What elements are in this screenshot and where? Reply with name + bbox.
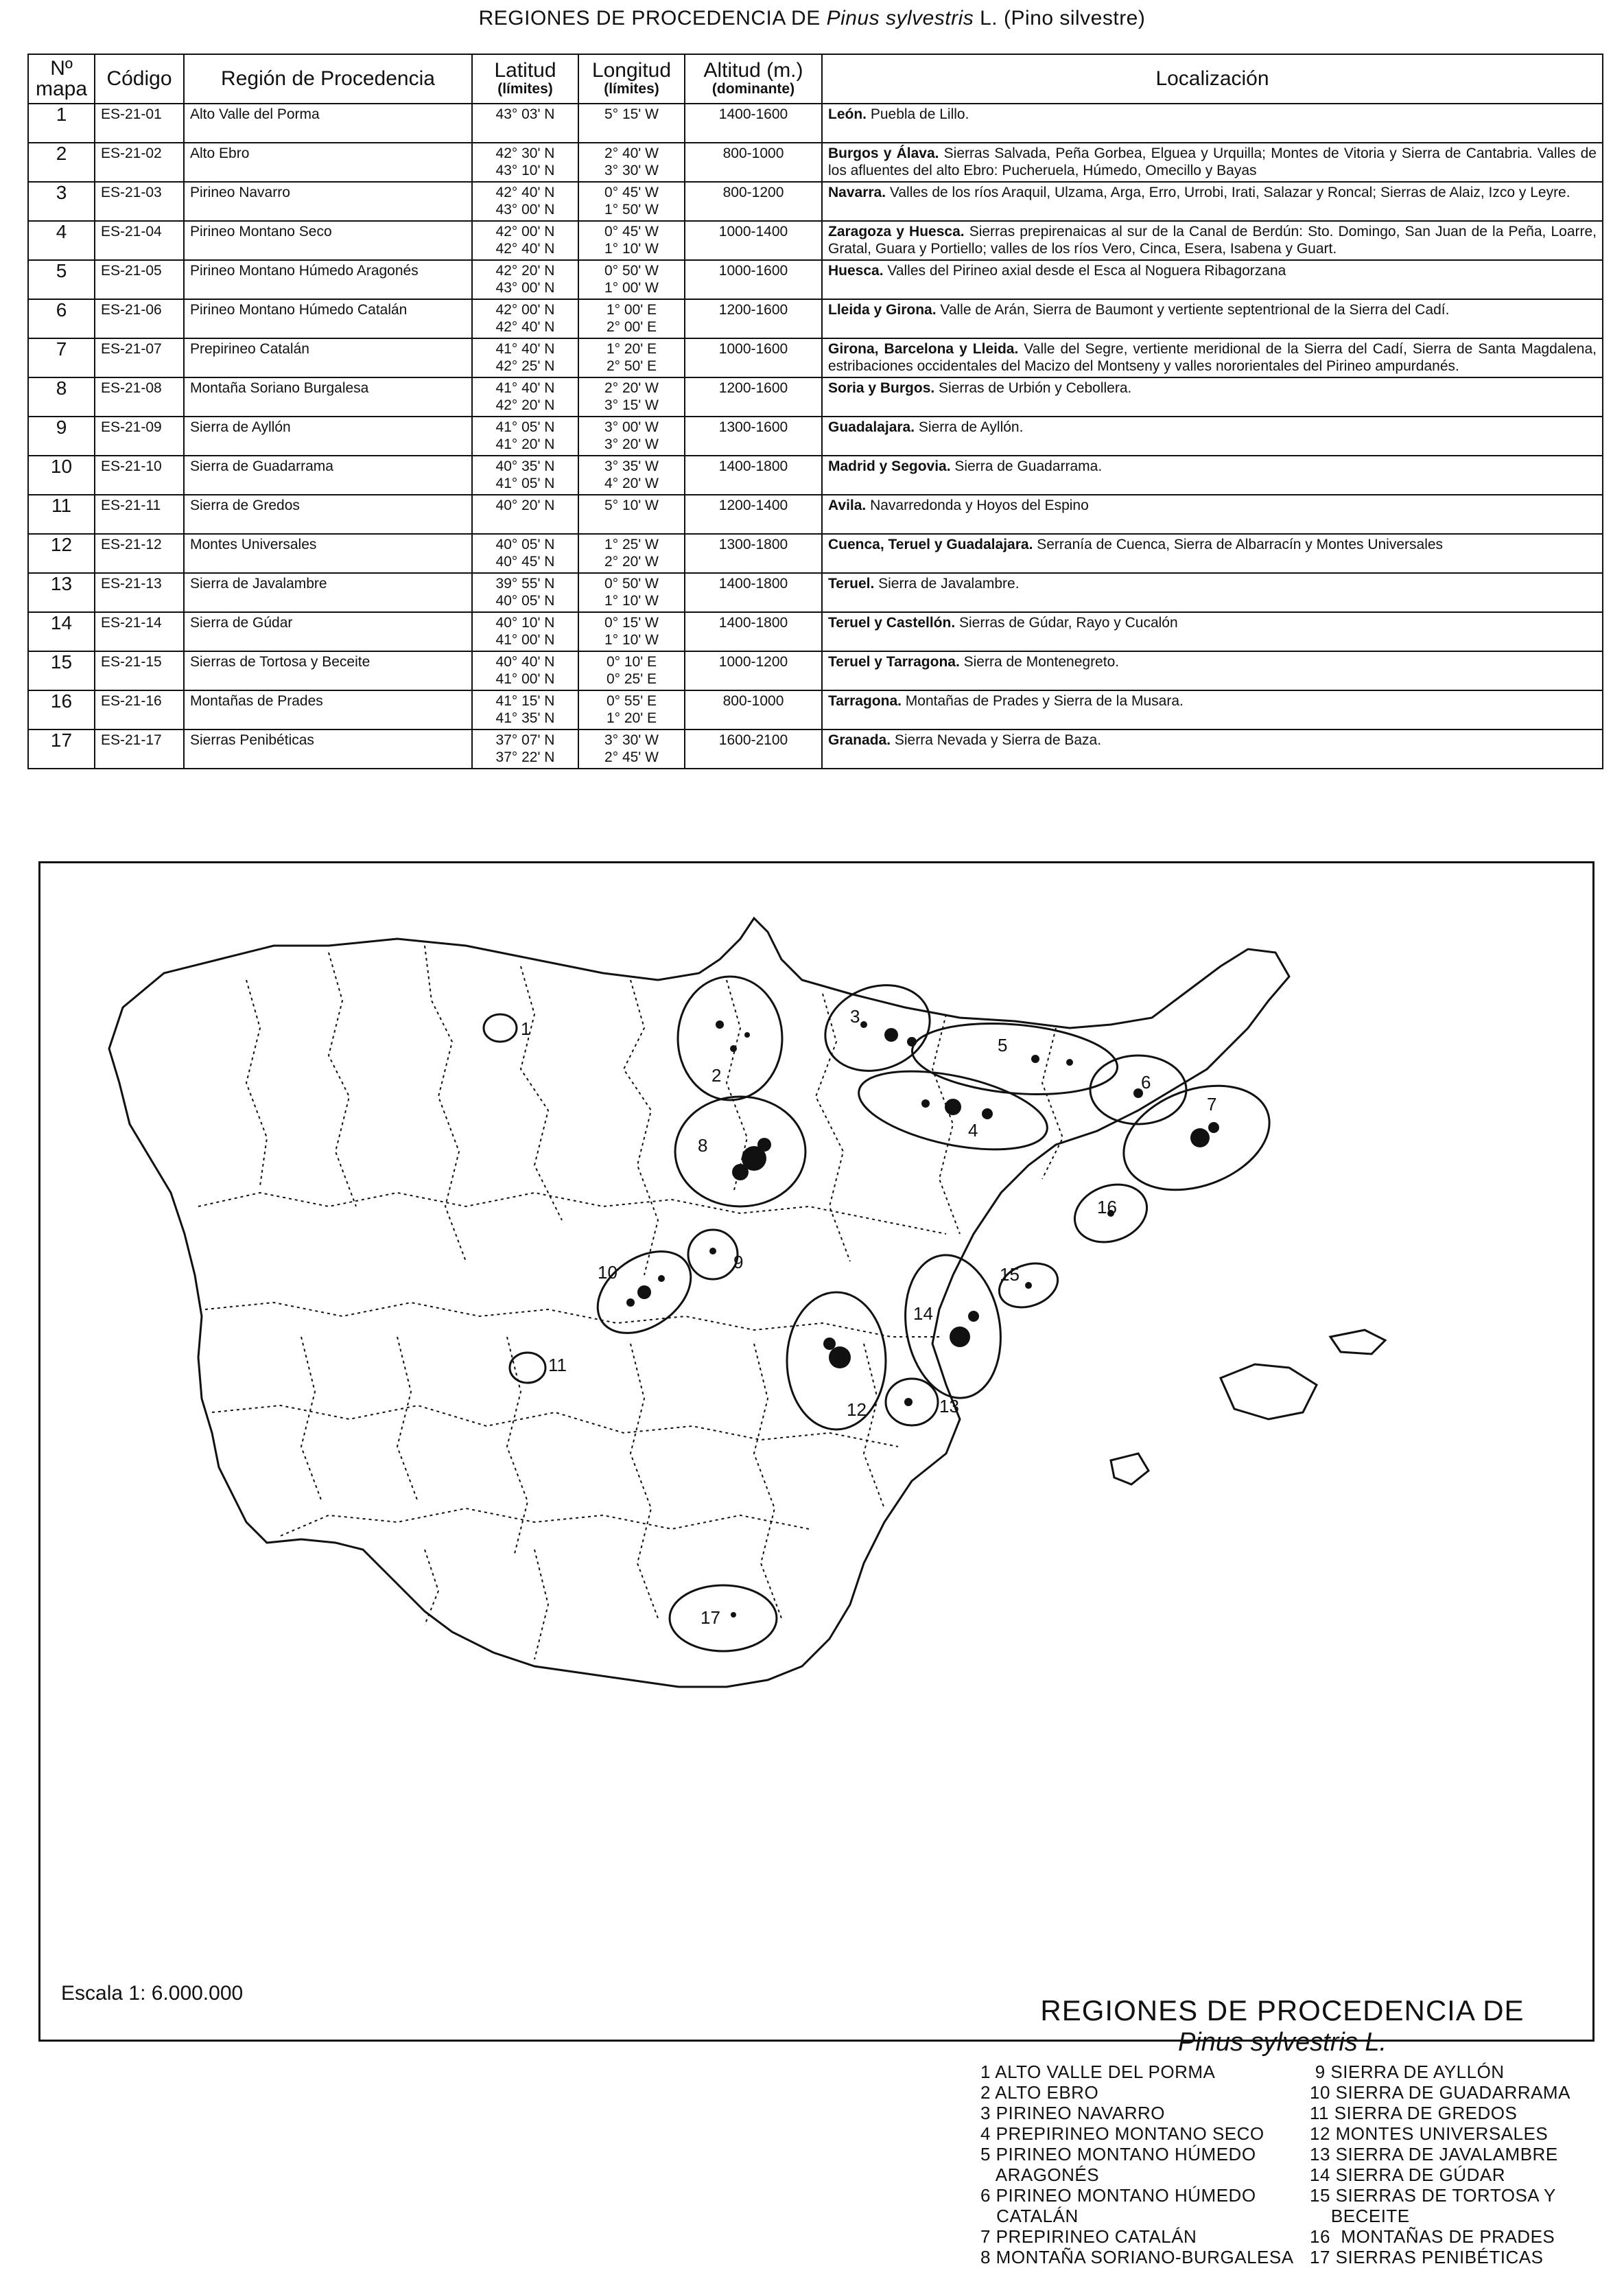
peninsula-outline: [109, 918, 1289, 1687]
table-row: [28, 143, 1603, 182]
document-title: [0, 7, 1624, 30]
altitude-cell: 1300-1800: [685, 534, 822, 573]
longitude-cell: 0° 50' W 1° 00' W: [578, 260, 685, 299]
location-cell: [822, 338, 1603, 377]
location-detail: Sierras prepirenaicas al sur de la Canal de Berdún: Sto. Domingo, San Juan de la Peña, Loarre, Gratal, Guara y Portiello; valles de los ríos Vero, Cinca, Esera, Isabena y Guart.: [828, 224, 1597, 257]
legend-item: 15 SIERRAS DE TORTOSA Y: [1310, 2185, 1556, 2206]
location-detail: Sierra de Ayllón.: [915, 419, 1024, 435]
location-detail: Sierras de Gúdar, Rayo y Cucalón: [955, 615, 1178, 631]
region-label-8: 8: [698, 1135, 708, 1156]
longitude-cell: 2° 20' W 3° 15' W: [578, 377, 685, 417]
code-cell: ES-21-03: [95, 182, 184, 221]
header-region: Región de Procedencia: [184, 54, 472, 104]
location-province: Granada.: [828, 732, 891, 748]
table-row: [28, 690, 1603, 729]
map-number-cell: 4: [28, 221, 95, 260]
region-label-11: 11: [548, 1355, 567, 1375]
table-row: [28, 534, 1603, 573]
location-cell: [822, 182, 1603, 221]
location-province: Teruel.: [828, 576, 875, 592]
location-province: Avila.: [828, 498, 867, 513]
altitude-cell: 1000-1200: [685, 651, 822, 690]
map-number-cell: 15: [28, 651, 95, 690]
table-row: [28, 417, 1603, 456]
location-cell: [822, 690, 1603, 729]
code-cell: ES-21-05: [95, 260, 184, 299]
region-2-ellipse: [678, 977, 782, 1100]
altitude-cell: 800-1000: [685, 690, 822, 729]
code-cell: ES-21-16: [95, 690, 184, 729]
header-lon: Longitud (límites): [578, 54, 685, 104]
latitude-cell: 39° 55' N 40° 05' N: [472, 573, 578, 612]
map-number-cell: 6: [28, 299, 95, 338]
legend-item: ARAGONÉS: [980, 2164, 1100, 2185]
region-cell: Sierra de Ayllón: [184, 417, 472, 456]
altitude-cell: 1000-1600: [685, 260, 822, 299]
code-cell: ES-21-02: [95, 143, 184, 182]
latitude-cell: 40° 40' N 41° 00' N: [472, 651, 578, 690]
region-cell: Prepirineo Catalán: [184, 338, 472, 377]
location-cell: [822, 729, 1603, 769]
region-5-ellipse: [909, 1016, 1120, 1102]
legend-item: 16 MONTAÑAS DE PRADES: [1310, 2226, 1555, 2247]
longitude-cell: 5° 15' W: [578, 104, 685, 143]
legend-item: 6 PIRINEO MONTANO HÚMEDO: [980, 2185, 1256, 2206]
altitude-cell: 1000-1600: [685, 338, 822, 377]
map-scale: Escala 1: 6.000.000: [61, 1982, 244, 2005]
region-label-13: 13: [939, 1396, 959, 1416]
table-body: [28, 104, 1603, 769]
map-number-cell: 10: [28, 456, 95, 495]
region-label-15: 15: [1000, 1264, 1020, 1285]
location-cell: [822, 143, 1603, 182]
location-cell: [822, 299, 1603, 338]
map-number-cell: 16: [28, 690, 95, 729]
location-detail: Sierra de Javalambre.: [874, 576, 1020, 592]
table-row: [28, 495, 1603, 534]
region-8-ellipse: [675, 1097, 805, 1206]
code-cell: ES-21-17: [95, 729, 184, 769]
region-cell: Montaña Soriano Burgalesa: [184, 377, 472, 417]
altitude-cell: 800-1000: [685, 143, 822, 182]
legend-item: 3 PIRINEO NAVARRO: [980, 2103, 1166, 2123]
latitude-cell: 42° 40' N 43° 00' N: [472, 182, 578, 221]
longitude-cell: 3° 35' W 4° 20' W: [578, 456, 685, 495]
code-cell: ES-21-06: [95, 299, 184, 338]
map-legend: [980, 1994, 1584, 2288]
code-cell: ES-21-12: [95, 534, 184, 573]
legend-item: 2 ALTO EBRO: [980, 2082, 1099, 2103]
map-number-cell: 5: [28, 260, 95, 299]
altitude-cell: 800-1200: [685, 182, 822, 221]
table-row: [28, 651, 1603, 690]
map-number-cell: 2: [28, 143, 95, 182]
region-cell: Alto Ebro: [184, 143, 472, 182]
legend-item: 13 SIERRA DE JAVALAMBRE: [1310, 2144, 1558, 2164]
legend-species: Pinus sylvestris L.: [1177, 2028, 1387, 2057]
table-header-row: [28, 54, 1603, 104]
region-cell: Pirineo Navarro: [184, 182, 472, 221]
location-cell: [822, 573, 1603, 612]
region-cell: Sierra de Gúdar: [184, 612, 472, 651]
latitude-cell: 37° 07' N 37° 22' N: [472, 729, 578, 769]
location-detail: Valle del Segre, vertiente meridional de la Sierra del Cadí, Sierra de Santa Magdalena, estribaciones occidentales del Macizo del Montseny y valles nororientales del Pirineo ampurdanés.: [828, 341, 1597, 374]
region-label-6: 6: [1141, 1072, 1151, 1093]
longitude-cell: 0° 10' E 0° 25' E: [578, 651, 685, 690]
region-ellipses: [484, 971, 1284, 1651]
map-number-cell: 17: [28, 729, 95, 769]
map-number-cell: 11: [28, 495, 95, 534]
location-detail: Sierras de Urbión y Cebollera.: [934, 380, 1132, 396]
legend-left-column: [980, 2062, 1296, 2267]
legend-item: 8 MONTAÑA SORIANO-BURGALESA: [980, 2247, 1294, 2267]
longitude-cell: 3° 00' W 3° 20' W: [578, 417, 685, 456]
ibiza-outline: [1111, 1454, 1149, 1484]
region-label-10: 10: [598, 1262, 617, 1283]
code-cell: ES-21-04: [95, 221, 184, 260]
location-detail: Sierra Nevada y Sierra de Baza.: [891, 732, 1102, 748]
legend-item: 9 SIERRA DE AYLLÓN: [1310, 2062, 1505, 2082]
region-cell: Sierras Penibéticas: [184, 729, 472, 769]
header-lat: Latitud (límites): [472, 54, 578, 104]
code-cell: ES-21-08: [95, 377, 184, 417]
header-alt: Altitud (m.) (dominante): [685, 54, 822, 104]
map-number-cell: 14: [28, 612, 95, 651]
location-province: Madrid y Segovia.: [828, 458, 951, 474]
latitude-cell: 41° 15' N 41° 35' N: [472, 690, 578, 729]
latitude-cell: 40° 05' N 40° 45' N: [472, 534, 578, 573]
latitude-cell: 41° 40' N 42° 25' N: [472, 338, 578, 377]
legend-item: BECEITE: [1310, 2206, 1410, 2226]
code-cell: ES-21-15: [95, 651, 184, 690]
location-detail: Sierras Salvada, Peña Gorbea, Elguea y Urquilla; Montes de Vitoria y Sierra de Cantabria. Valles de los afluentes del alto Ebro: Pucheruela, Húmedo, Omecillo y Bayas: [828, 145, 1597, 178]
region-cell: Alto Valle del Porma: [184, 104, 472, 143]
latitude-cell: 42° 00' N 42° 40' N: [472, 299, 578, 338]
legend-item: 11 SIERRA DE GREDOS: [1310, 2103, 1518, 2123]
legend-item: 4 PREPIRINEO MONTANO SECO: [980, 2123, 1264, 2144]
region-cell: Pirineo Montano Seco: [184, 221, 472, 260]
location-province: Zaragoza y Huesca.: [828, 224, 965, 240]
legend-columns: [980, 2062, 1584, 2288]
location-detail: Valles del Pirineo axial desde el Esca al Noguera Ribagorzana: [883, 263, 1286, 279]
region-label-16: 16: [1097, 1197, 1117, 1217]
code-cell: ES-21-13: [95, 573, 184, 612]
location-detail: Serranía de Cuenca, Sierra de Albarracín y Montes Universales: [1033, 537, 1444, 552]
table-row: [28, 612, 1603, 651]
location-cell: [822, 417, 1603, 456]
mallorca-outline: [1221, 1364, 1317, 1419]
table-row: [28, 260, 1603, 299]
location-province: Navarra.: [828, 185, 886, 200]
table-row: [28, 456, 1603, 495]
legend-title: REGIONES DE PROCEDENCIA DE: [1040, 1994, 1525, 2027]
altitude-cell: 1000-1400: [685, 221, 822, 260]
table-row: [28, 729, 1603, 769]
code-cell: ES-21-14: [95, 612, 184, 651]
map-number-cell: 12: [28, 534, 95, 573]
location-cell: [822, 456, 1603, 495]
legend-item: 10 SIERRA DE GUADARRAMA: [1310, 2082, 1570, 2103]
longitude-cell: 3° 30' W 2° 45' W: [578, 729, 685, 769]
location-detail: Sierra de Guadarrama.: [950, 458, 1103, 474]
table-row: [28, 221, 1603, 260]
title-species: Pinus sylvestris: [826, 7, 974, 30]
altitude-cell: 1300-1600: [685, 417, 822, 456]
location-cell: [822, 260, 1603, 299]
latitude-cell: 40° 20' N: [472, 495, 578, 534]
location-province: Lleida y Girona.: [828, 302, 937, 318]
location-province: Teruel y Castellón.: [828, 615, 956, 631]
iberia-map: [40, 863, 1592, 2040]
location-province: Huesca.: [828, 263, 884, 279]
latitude-cell: 40° 10' N 41° 00' N: [472, 612, 578, 651]
region-14-ellipse: [895, 1248, 1011, 1405]
region-label-2: 2: [711, 1065, 722, 1086]
legend-item: 14 SIERRA DE GÚDAR: [1310, 2164, 1505, 2185]
region-cell: Montañas de Prades: [184, 690, 472, 729]
region-label-14: 14: [913, 1303, 933, 1324]
longitude-cell: 0° 55' E 1° 20' E: [578, 690, 685, 729]
longitude-cell: 2° 40' W 3° 30' W: [578, 143, 685, 182]
longitude-cell: 0° 45' W 1° 50' W: [578, 182, 685, 221]
location-province: Soria y Burgos.: [828, 380, 935, 396]
legend-item: 1 ALTO VALLE DEL PORMA: [980, 2062, 1216, 2082]
location-cell: [822, 104, 1603, 143]
location-detail: Montañas de Prades y Sierra de la Musara.: [901, 693, 1184, 709]
legend-item: CATALÁN: [980, 2206, 1079, 2226]
table-row: [28, 299, 1603, 338]
location-detail: Navarredonda y Hoyos del Espino: [866, 498, 1089, 513]
table-row: [28, 338, 1603, 377]
location-cell: [822, 221, 1603, 260]
latitude-cell: 40° 35' N 41° 05' N: [472, 456, 578, 495]
map-number-cell: 1: [28, 104, 95, 143]
longitude-cell: 0° 50' W 1° 10' W: [578, 573, 685, 612]
code-cell: ES-21-11: [95, 495, 184, 534]
longitude-cell: 0° 45' W 1° 10' W: [578, 221, 685, 260]
legend-right-column: [1310, 2062, 1598, 2267]
map-number-cell: 3: [28, 182, 95, 221]
location-cell: [822, 377, 1603, 417]
region-cell: Sierras de Tortosa y Beceite: [184, 651, 472, 690]
region-label-12: 12: [847, 1399, 867, 1420]
altitude-cell: 1600-2100: [685, 729, 822, 769]
location-cell: [822, 612, 1603, 651]
region-cell: Montes Universales: [184, 534, 472, 573]
map-number-cell: 9: [28, 417, 95, 456]
location-province: Burgos y Álava.: [828, 145, 939, 161]
region-label-3: 3: [850, 1006, 860, 1027]
region-label-9: 9: [733, 1252, 744, 1272]
longitude-cell: 0° 15' W 1° 10' W: [578, 612, 685, 651]
menorca-outline: [1330, 1330, 1385, 1354]
code-cell: ES-21-10: [95, 456, 184, 495]
longitude-cell: 5° 10' W: [578, 495, 685, 534]
altitude-cell: 1400-1600: [685, 104, 822, 143]
location-province: León.: [828, 106, 867, 122]
location-province: Teruel y Tarragona.: [828, 654, 960, 670]
altitude-cell: 1400-1800: [685, 573, 822, 612]
location-province: Girona, Barcelona y Lleida.: [828, 341, 1019, 357]
table-row: [28, 573, 1603, 612]
table-row: [28, 104, 1603, 143]
location-cell: [822, 651, 1603, 690]
longitude-cell: 1° 25' W 2° 20' W: [578, 534, 685, 573]
region-cell: Pirineo Montano Húmedo Catalán: [184, 299, 472, 338]
title-suffix: L. (Pino silvestre): [974, 7, 1146, 30]
location-cell: [822, 534, 1603, 573]
latitude-cell: 43° 03' N: [472, 104, 578, 143]
location-province: Tarragona.: [828, 693, 902, 709]
region-cell: Sierra de Javalambre: [184, 573, 472, 612]
code-cell: ES-21-07: [95, 338, 184, 377]
location-detail: Valle de Arán, Sierra de Baumont y vertiente septentrional de la Sierra del Cadí.: [936, 302, 1450, 318]
header-loc: Localización: [822, 54, 1603, 104]
code-cell: ES-21-01: [95, 104, 184, 143]
altitude-cell: 1400-1800: [685, 612, 822, 651]
table-row: [28, 182, 1603, 221]
location-detail: Sierra de Montenegreto.: [959, 654, 1120, 670]
region-cell: Sierra de Guadarrama: [184, 456, 472, 495]
region-17-ellipse: [670, 1585, 777, 1651]
map-number-cell: 7: [28, 338, 95, 377]
region-cell: Pirineo Montano Húmedo Aragonés: [184, 260, 472, 299]
location-detail: Puebla de Lillo.: [867, 106, 969, 122]
map-frame: [38, 861, 1594, 2267]
altitude-cell: 1200-1400: [685, 495, 822, 534]
header-num: Nº mapa: [28, 54, 95, 104]
legend-item: 12 MONTES UNIVERSALES: [1310, 2123, 1549, 2144]
region-label-17: 17: [701, 1607, 720, 1628]
latitude-cell: 41° 05' N 41° 20' N: [472, 417, 578, 456]
latitude-cell: 42° 30' N 43° 10' N: [472, 143, 578, 182]
location-province: Guadalajara.: [828, 419, 915, 435]
legend-item: 17 SIERRAS PENIBÉTICAS: [1310, 2247, 1544, 2267]
legend-item: 5 PIRINEO MONTANO HÚMEDO: [980, 2144, 1256, 2164]
altitude-cell: 1400-1800: [685, 456, 822, 495]
table-row: [28, 377, 1603, 417]
title-prefix: REGIONES DE PROCEDENCIA DE: [478, 7, 827, 30]
legend-item: 7 PREPIRINEO CATALÁN: [980, 2226, 1197, 2247]
region-label-5: 5: [998, 1035, 1008, 1055]
location-province: Cuenca, Teruel y Guadalajara.: [828, 537, 1033, 552]
region-label-7: 7: [1207, 1094, 1217, 1114]
region-cell: Sierra de Gredos: [184, 495, 472, 534]
location-cell: [822, 495, 1603, 534]
latitude-cell: 42° 00' N 42° 40' N: [472, 221, 578, 260]
map-number-cell: 13: [28, 573, 95, 612]
latitude-cell: 42° 20' N 43° 00' N: [472, 260, 578, 299]
region-label-4: 4: [968, 1120, 978, 1141]
longitude-cell: 1° 00' E 2° 00' E: [578, 299, 685, 338]
header-code: Código: [95, 54, 184, 104]
altitude-cell: 1200-1600: [685, 299, 822, 338]
map-number-cell: 8: [28, 377, 95, 417]
region-label-1: 1: [521, 1018, 531, 1039]
provenance-table: [27, 54, 1603, 769]
latitude-cell: 41° 40' N 42° 20' N: [472, 377, 578, 417]
location-detail: Valles de los ríos Araquil, Ulzama, Arga, Erro, Urrobi, Irati, Salazar y Roncal; Sierras de Alaiz, Izco y Leyre.: [886, 185, 1570, 200]
region-1-ellipse: [484, 1014, 517, 1042]
code-cell: ES-21-09: [95, 417, 184, 456]
longitude-cell: 1° 20' E 2° 50' E: [578, 338, 685, 377]
altitude-cell: 1200-1600: [685, 377, 822, 417]
